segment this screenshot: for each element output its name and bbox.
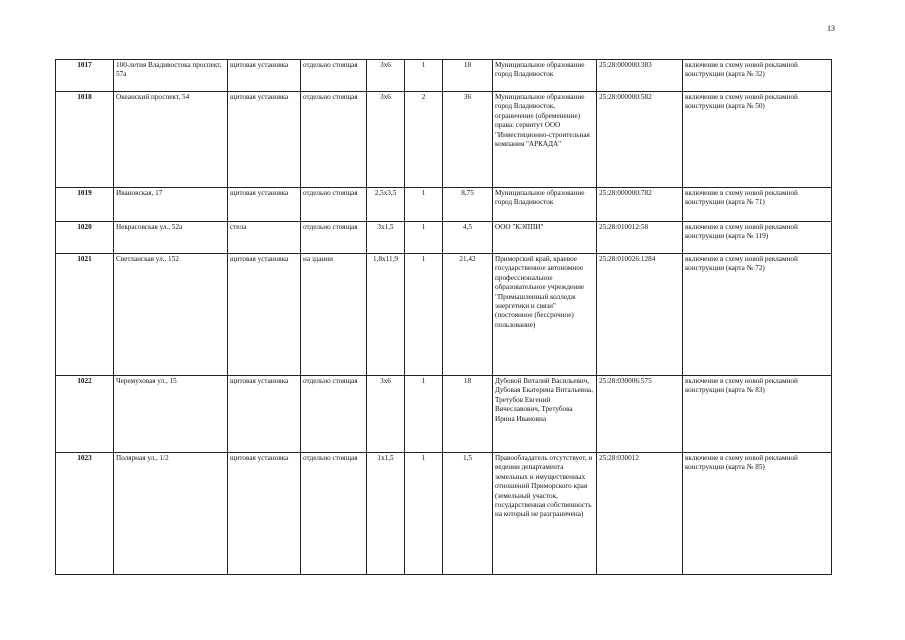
- sides-cell: 1: [405, 60, 443, 92]
- size-cell: 1,8x11,9: [367, 254, 405, 376]
- cadastral-cell: 25:28:010026:1284: [597, 254, 683, 376]
- type-cell: щитовая установка: [228, 453, 301, 575]
- row-number: 1020: [56, 222, 114, 254]
- owner-cell: Приморский край, краевое государственное автономное профессиональное образовательное учреждение "Промышленный колледж энергетики и связи" (постоянное (бессрочное) пользование): [493, 254, 597, 376]
- type-cell: щитовая установка: [228, 188, 301, 222]
- size-cell: 3x6: [367, 376, 405, 453]
- type-cell: щитовая установка: [228, 376, 301, 453]
- address-cell: 100-летия Владивостока проспект, 57а: [114, 60, 228, 92]
- size-cell: 3x1,5: [367, 222, 405, 254]
- row-number: 1018: [56, 92, 114, 188]
- placement-cell: отдельно стоящая: [301, 60, 367, 92]
- note-cell: включение в схему новой рекламной конструкции (карта № 72): [683, 254, 832, 376]
- placement-cell: отдельно стоящая: [301, 222, 367, 254]
- row-number: 1021: [56, 254, 114, 376]
- note-cell: включение в схему новой рекламной конструкции (карта № 50): [683, 92, 832, 188]
- cadastral-cell: 25:28:000000:582: [597, 92, 683, 188]
- placement-cell: отдельно стоящая: [301, 92, 367, 188]
- sides-cell: 1: [405, 222, 443, 254]
- placement-cell: отдельно стоящая: [301, 453, 367, 575]
- note-cell: включение в схему новой рекламной конструкции (карта № 71): [683, 188, 832, 222]
- row-number: 1023: [56, 453, 114, 575]
- area-cell: 21,42: [443, 254, 493, 376]
- address-cell: Некрасовская ул., 52а: [114, 222, 228, 254]
- owner-cell: Муниципальное образование город Владивосток, ограничение (обременение) права: сервитут ООО "Инвестиционно-строительная компания "АРКАДА": [493, 92, 597, 188]
- cadastral-cell: 25:28:030006:575: [597, 376, 683, 453]
- sides-cell: 2: [405, 92, 443, 188]
- note-cell: включение в схему новой рекламной конструкции (карта № 32): [683, 60, 832, 92]
- table-row: [56, 188, 832, 222]
- note-cell: включение в схему новой рекламной конструкции (карта № 85): [683, 453, 832, 575]
- table-row: [56, 453, 832, 575]
- area-cell: 18: [443, 60, 493, 92]
- area-cell: 1,5: [443, 453, 493, 575]
- type-cell: щитовая установка: [228, 60, 301, 92]
- address-cell: Светланская ул., 152: [114, 254, 228, 376]
- owner-cell: ООО "КЭППИ": [493, 222, 597, 254]
- row-number: 1022: [56, 376, 114, 453]
- sides-cell: 1: [405, 254, 443, 376]
- table-row: [56, 222, 832, 254]
- area-cell: 18: [443, 376, 493, 453]
- address-cell: Ивановская, 17: [114, 188, 228, 222]
- area-cell: 36: [443, 92, 493, 188]
- placement-cell: на здании: [301, 254, 367, 376]
- type-cell: щитовая установка: [228, 92, 301, 188]
- size-cell: 3x6: [367, 60, 405, 92]
- type-cell: щитовая установка: [228, 254, 301, 376]
- table-row: [56, 254, 832, 376]
- register-table: [55, 59, 832, 575]
- cadastral-cell: 25:28:000000:383: [597, 60, 683, 92]
- type-cell: стела: [228, 222, 301, 254]
- size-cell: 2,5x3,5: [367, 188, 405, 222]
- area-cell: 8,75: [443, 188, 493, 222]
- owner-cell: Муниципальное образование город Владивосток: [493, 188, 597, 222]
- address-cell: Полярная ул., 1/2: [114, 453, 228, 575]
- row-number: 1019: [56, 188, 114, 222]
- placement-cell: отдельно стоящая: [301, 188, 367, 222]
- placement-cell: отдельно стоящая: [301, 376, 367, 453]
- owner-cell: Муниципальное образование город Владивосток: [493, 60, 597, 92]
- cadastral-cell: 25:28:010012:58: [597, 222, 683, 254]
- note-cell: включение в схему новой рекламной конструкции (карта № 119): [683, 222, 832, 254]
- size-cell: 1x1,5: [367, 453, 405, 575]
- owner-cell: Дубовой Виталий Васильевич, Дубовая Екатерина Витальевна, Третубов Евгений Вячеславович, Третубова Ирина Ивановна: [493, 376, 597, 453]
- table-row: [56, 92, 832, 188]
- table-row: [56, 376, 832, 453]
- note-cell: включение в схему новой рекламной конструкции (карта № 83): [683, 376, 832, 453]
- address-cell: Черемуховая ул., 15: [114, 376, 228, 453]
- address-cell: Океанский проспект, 54: [114, 92, 228, 188]
- page-number: 13: [827, 24, 835, 33]
- sides-cell: 1: [405, 376, 443, 453]
- row-number: 1017: [56, 60, 114, 92]
- cadastral-cell: 25:28:030012: [597, 453, 683, 575]
- owner-cell: Правообладатель отсутствует, и ведении департамента земельных и имущественных отношений Приморского края (земельный участок, государственная собственность на который не разграничена): [493, 453, 597, 575]
- cadastral-cell: 25:28:000000:782: [597, 188, 683, 222]
- sides-cell: 1: [405, 188, 443, 222]
- sides-cell: 1: [405, 453, 443, 575]
- table-row: [56, 60, 832, 92]
- size-cell: 3x6: [367, 92, 405, 188]
- area-cell: 4,5: [443, 222, 493, 254]
